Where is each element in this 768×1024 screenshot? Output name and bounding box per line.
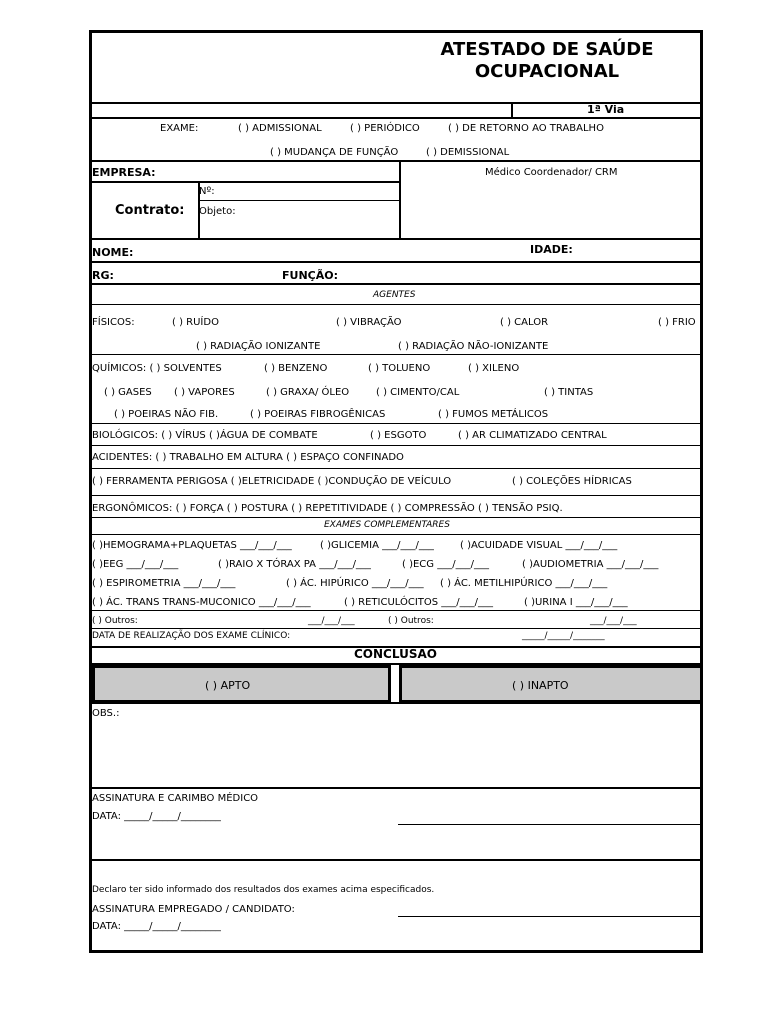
- agent-colecoes-hidricas[interactable]: ( ) COLEÇÕES HÍDRICAS: [512, 476, 632, 487]
- exam-urina[interactable]: ( )URINA I ___/___/___: [524, 597, 628, 608]
- agent-acidentes[interactable]: ACIDENTES: ( ) TRABALHO EM ALTURA ( ) ESPAÇO CONFINADO: [92, 452, 404, 463]
- divider: [92, 160, 700, 162]
- via-label: 1ª Via: [587, 103, 625, 116]
- divider: [92, 610, 700, 611]
- aso-form: [89, 30, 703, 953]
- agent-vibracao[interactable]: ( ) VIBRAÇÃO: [336, 317, 402, 328]
- data-empregado-field[interactable]: DATA: _____/_____/________: [92, 921, 221, 932]
- divider: [399, 160, 401, 239]
- agent-ruido[interactable]: ( ) RUÍDO: [172, 317, 219, 328]
- contrato-numero-field[interactable]: Nº:: [199, 186, 215, 197]
- agent-graxa-oleo[interactable]: ( ) GRAXA/ ÓLEO: [266, 387, 350, 398]
- exam-outros-1-date[interactable]: ___/___/___: [308, 616, 355, 626]
- divider: [92, 261, 700, 263]
- assinatura-medico-label: ASSINATURA E CARIMBO MÉDICO: [92, 793, 259, 804]
- divider: [92, 283, 700, 285]
- exam-option-demissional[interactable]: ( ) DEMISSIONAL: [426, 147, 510, 158]
- exam-raio-x[interactable]: ( )RAIO X TÓRAX PA ___/___/___: [218, 559, 371, 570]
- obs-field[interactable]: OBS.:: [92, 708, 120, 719]
- divider: [92, 468, 700, 469]
- divider: [92, 495, 700, 496]
- agent-poeiras-fibrogenicas[interactable]: ( ) POEIRAS FIBROGÊNICAS: [250, 409, 386, 420]
- agent-frio[interactable]: ( ) FRIO: [658, 317, 696, 328]
- divider: [92, 445, 700, 446]
- data-medico-field[interactable]: DATA: _____/_____/________: [92, 811, 221, 822]
- agent-calor[interactable]: ( ) CALOR: [500, 317, 549, 328]
- apto-option[interactable]: ( ) APTO: [205, 679, 251, 692]
- agent-cimento-cal[interactable]: ( ) CIMENTO/CAL: [376, 387, 460, 398]
- exam-audiometria[interactable]: ( )AUDIOMETRIA ___/___/___: [522, 559, 659, 570]
- data-exame-clinico-label: DATA DE REALIZAÇÃO DOS EXAME CLÍNICO:: [92, 631, 291, 641]
- agent-poeiras-nao-fib[interactable]: ( ) POEIRAS NÃO FIB.: [114, 409, 219, 420]
- medico-coordenador-label: Médico Coordenador/ CRM: [485, 167, 618, 178]
- divider: [92, 787, 700, 789]
- divider: [92, 238, 700, 240]
- page-title: ATESTADO DE SAÚDE OCUPACIONAL: [440, 39, 654, 82]
- exam-option-mudanca[interactable]: ( ) MUDANÇA DE FUNÇÃO: [270, 147, 399, 158]
- agent-ferramenta-eletricidade-conducao[interactable]: ( ) FERRAMENTA PERIGOSA ( )ELETRICIDADE ( )CONDUÇÃO DE VEÍCULO: [92, 476, 452, 487]
- exam-option-admissional[interactable]: ( ) ADMISSIONAL: [238, 123, 322, 134]
- agent-ar-climatizado[interactable]: ( ) AR CLIMATIZADO CENTRAL: [458, 430, 607, 441]
- divider: [92, 423, 700, 424]
- exam-acuidade-visual[interactable]: ( )ACUIDADE VISUAL ___/___/___: [460, 540, 618, 551]
- agent-radiacao-ionizante[interactable]: ( ) RADIAÇÃO IONIZANTE: [196, 341, 321, 352]
- exam-eeg[interactable]: ( )EEG ___/___/___: [92, 559, 179, 570]
- exam-reticulocitos[interactable]: ( ) RETICULÓCITOS ___/___/___: [344, 597, 494, 608]
- divider: [198, 200, 399, 201]
- agent-gases[interactable]: ( ) GASES: [104, 387, 152, 398]
- conclusao-heading: CONCLUSÃO: [354, 647, 437, 661]
- exame-label: EXAME:: [160, 123, 199, 134]
- exam-glicemia[interactable]: ( )GLICEMIA ___/___/___: [320, 540, 434, 551]
- empresa-label: EMPRESA:: [92, 166, 156, 179]
- exam-outros-1[interactable]: ( ) Outros:: [92, 616, 138, 626]
- data-exame-clinico-field[interactable]: _____/_____/_______: [522, 631, 605, 641]
- contrato-label: Contrato:: [115, 203, 185, 218]
- exam-espirometria[interactable]: ( ) ESPIROMETRIA ___/___/___: [92, 578, 236, 589]
- declaracao-text: Declaro ter sido informado dos resultados dos exames acima especificados.: [92, 885, 435, 895]
- agentes-heading: AGENTES: [373, 290, 416, 300]
- exam-option-retorno[interactable]: ( ) DE RETORNO AO TRABALHO: [448, 123, 604, 134]
- divider: [92, 517, 700, 518]
- exam-ac-metilhipurico[interactable]: ( ) ÁC. METILHIPÚRICO ___/___/___: [440, 578, 608, 589]
- exam-ac-hipurico[interactable]: ( ) ÁC. HIPÚRICO ___/___/___: [286, 578, 424, 589]
- assinatura-empregado-line[interactable]: [398, 916, 703, 917]
- agent-benzeno[interactable]: ( ) BENZENO: [264, 363, 328, 374]
- divider: [511, 102, 513, 118]
- exam-ac-trans-muconico[interactable]: ( ) ÁC. TRANS TRANS-MUCONICO ___/___/___: [92, 597, 311, 608]
- exam-hemograma[interactable]: ( )HEMOGRAMA+PLAQUETAS ___/___/___: [92, 540, 292, 551]
- agent-tintas[interactable]: ( ) TINTAS: [544, 387, 594, 398]
- divider: [92, 181, 399, 183]
- divider: [92, 702, 700, 704]
- exam-option-periodico[interactable]: ( ) PERIÓDICO: [350, 123, 420, 134]
- funcao-label: FUNÇÃO:: [282, 269, 338, 282]
- agent-esgoto[interactable]: ( ) ESGOTO: [370, 430, 427, 441]
- divider: [92, 304, 700, 305]
- divider: [92, 534, 700, 535]
- inapto-option[interactable]: ( ) INAPTO: [512, 679, 569, 692]
- idade-label: IDADE:: [530, 243, 573, 256]
- divider: [92, 859, 700, 861]
- fisicos-label: FÍSICOS:: [92, 317, 135, 328]
- agent-vapores[interactable]: ( ) VAPORES: [174, 387, 235, 398]
- rg-label: RG:: [92, 269, 114, 282]
- assinatura-empregado-label: ASSINATURA EMPREGADO / CANDIDATO:: [92, 904, 295, 915]
- agent-tolueno[interactable]: ( ) TOLUENO: [368, 363, 431, 374]
- apto-box[interactable]: [92, 665, 391, 703]
- agent-fumos-metalicos[interactable]: ( ) FUMOS METÁLICOS: [438, 409, 549, 420]
- exam-ecg[interactable]: ( )ECG ___/___/___: [402, 559, 489, 570]
- divider: [92, 117, 700, 119]
- agent-ergonomicos[interactable]: ERGONÔMICOS: ( ) FORÇA ( ) POSTURA ( ) REPETITIVIDADE ( ) COMPRESSÃO ( ) TENSÃO PSIQ.: [92, 503, 563, 514]
- nome-label: NOME:: [92, 246, 134, 259]
- agent-biologicos[interactable]: BIOLÓGICOS: ( ) VÍRUS ( )ÁGUA DE COMBATE: [92, 430, 318, 441]
- agent-solventes[interactable]: QUÍMICOS: ( ) SOLVENTES: [92, 363, 222, 374]
- exam-outros-2-date[interactable]: ___/___/___: [590, 616, 637, 626]
- agent-radiacao-nao-ionizante[interactable]: ( ) RADIAÇÃO NÃO-IONIZANTE: [398, 341, 549, 352]
- contrato-objeto-field[interactable]: Objeto:: [199, 206, 236, 217]
- exames-complementares-heading: EXAMES COMPLEMENTARES: [324, 520, 450, 530]
- divider: [92, 354, 700, 355]
- agent-xileno[interactable]: ( ) XILENO: [468, 363, 520, 374]
- divider: [92, 628, 700, 629]
- inapto-box[interactable]: [399, 665, 703, 703]
- exam-outros-2[interactable]: ( ) Outros:: [388, 616, 434, 626]
- assinatura-medico-line[interactable]: [398, 824, 703, 825]
